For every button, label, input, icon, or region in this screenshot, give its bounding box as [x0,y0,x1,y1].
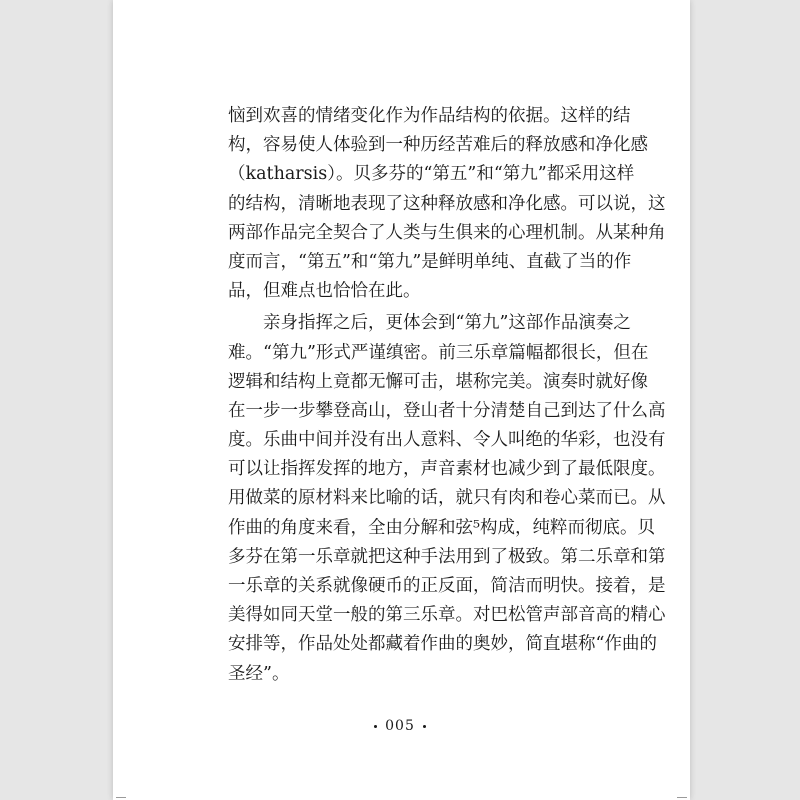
text-line: 多芬在第一乐章就把这种手法用到了极致。第二乐章和第 [228,546,666,567]
page-edge-mark [677,797,687,798]
text-line: 度而言，“第五”和“第九”是鲜明单纯、直截了当的作 [228,251,632,272]
text-line: （katharsis）。贝多芬的“第五”和“第九”都采用这样 [228,164,635,185]
page-edge-mark [116,797,126,798]
text-line: 在一步一步攀登高山，登山者十分清楚自己到达了什么高 [228,400,666,421]
text-line: 难。“第九”形式严谨缜密。前三乐章篇幅都很长，但在 [228,342,649,363]
right-margin-background [690,0,800,800]
text-line: 作曲的角度来看，全由分解和弦⁵构成，纯粹而彻底。贝 [228,517,656,538]
page-number-value: 005 [385,718,415,734]
text-line: 圣经”。 [228,663,290,684]
left-margin-background [0,0,113,800]
text-line: 两部作品完全契合了人类与生俱来的心理机制。从某种角 [228,222,666,243]
text-line: 恼到欢喜的情绪变化作为作品结构的依据。这样的结 [228,106,631,126]
text-line: 一乐章的关系就像硬币的正反面，简洁而明快。接着，是 [228,576,666,596]
paragraph [228,102,666,306]
bullet-dot-icon [423,725,426,728]
text-line: 品，但难点也恰恰在此。 [228,281,421,302]
text-line: 的结构，清晰地表现了这种释放感和净化感。可以说，这 [228,193,666,214]
bullet-dot-icon [374,725,377,728]
text-line: 美得如同天堂一般的第三乐章。对巴松管声部音高的精心 [228,605,666,626]
text-line: 度。乐曲中间并没有出人意料、令人叫绝的华彩，也没有 [228,430,666,451]
page-body-text [228,102,666,689]
text-line: 逻辑和结构上竟都无懈可击，堪称完美。演奏时就好像 [228,371,648,392]
text-line: 构，容易使人体验到一种历经苦难后的释放感和净化感 [228,135,648,156]
text-line: 用做菜的原材料来比喻的话，就只有肉和卷心菜而已。从 [228,488,666,509]
text-line: 亲身指挥之后，更体会到“第九”这部作品演奏之 [263,313,631,334]
page-number [0,718,800,734]
paragraph [228,309,666,688]
text-line: 安排等，作品处处都藏着作曲的奥妙，简直堪称“作曲的 [228,634,657,655]
text-line: 可以让指挥发挥的地方，声音素材也减少到了最低限度。 [228,459,666,480]
